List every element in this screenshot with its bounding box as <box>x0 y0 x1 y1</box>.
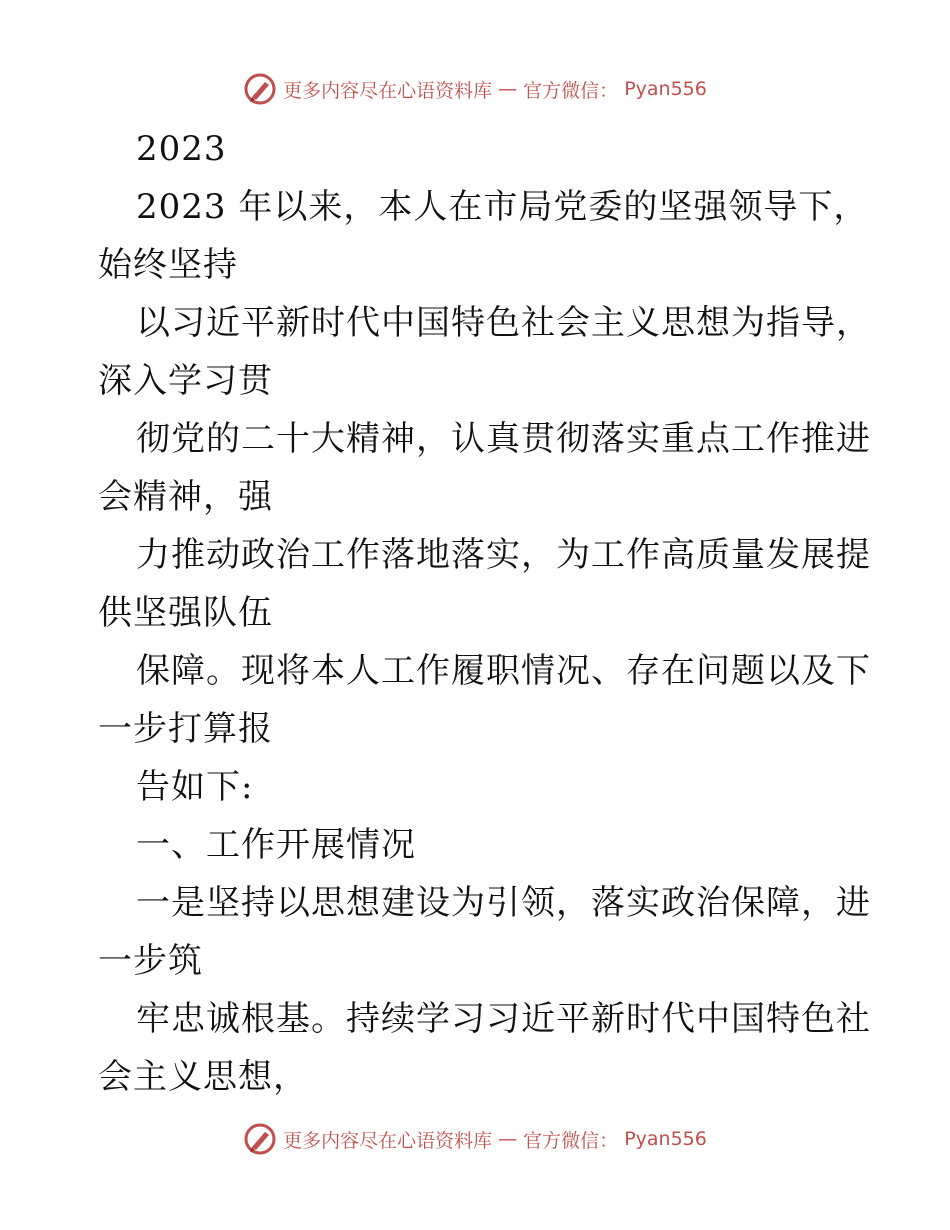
banner-text: 更多内容尽在心语资料库 <box>283 1129 493 1152</box>
banner-contact-label: 官方微信： <box>523 79 619 102</box>
doc-line: 牢忠诚根基。持续学习习近平新时代中国特色社 <box>136 999 871 1039</box>
doc-line: 深入学习贯 <box>98 361 273 401</box>
banner-separator: — <box>498 1128 518 1150</box>
banner-text: 更多内容尽在心语资料库 <box>283 79 493 102</box>
footer-banner <box>0 1122 950 1156</box>
banner-contact-label: 官方微信： <box>523 1129 619 1152</box>
banner-contact-id: Pyan556 <box>624 78 707 100</box>
pen-logo-icon <box>243 1122 277 1156</box>
doc-line: 保障。现将本人工作履职情况、存在问题以及下 <box>136 651 871 691</box>
section-heading: 一、工作开展情况 <box>136 825 416 865</box>
banner-separator: — <box>498 78 518 100</box>
doc-line: 以习近平新时代中国特色社会主义思想为指导， <box>136 303 871 343</box>
doc-line: 2023 <box>136 129 227 169</box>
doc-line: 供坚强队伍 <box>98 593 273 633</box>
document-body <box>98 120 871 1106</box>
doc-line: 2023 年以来，本人在市局党委的坚强领导下， <box>136 187 869 227</box>
doc-line: 一步打算报 <box>98 709 273 749</box>
doc-line: 始终坚持 <box>98 245 238 285</box>
banner-contact-id: Pyan556 <box>624 1128 707 1150</box>
doc-line: 会精神，强 <box>98 477 273 517</box>
doc-line: 彻党的二十大精神，认真贯彻落实重点工作推进 <box>136 419 871 459</box>
doc-line: 会主义思想， <box>98 1057 308 1097</box>
doc-line: 一步筑 <box>98 941 203 981</box>
doc-line: 力推动政治工作落地落实，为工作高质量发展提 <box>136 535 871 575</box>
doc-line: 一是坚持以思想建设为引领，落实政治保障，进 <box>136 883 871 923</box>
doc-line: 告如下: <box>136 767 254 807</box>
header-banner <box>0 72 950 106</box>
pen-logo-icon <box>243 72 277 106</box>
